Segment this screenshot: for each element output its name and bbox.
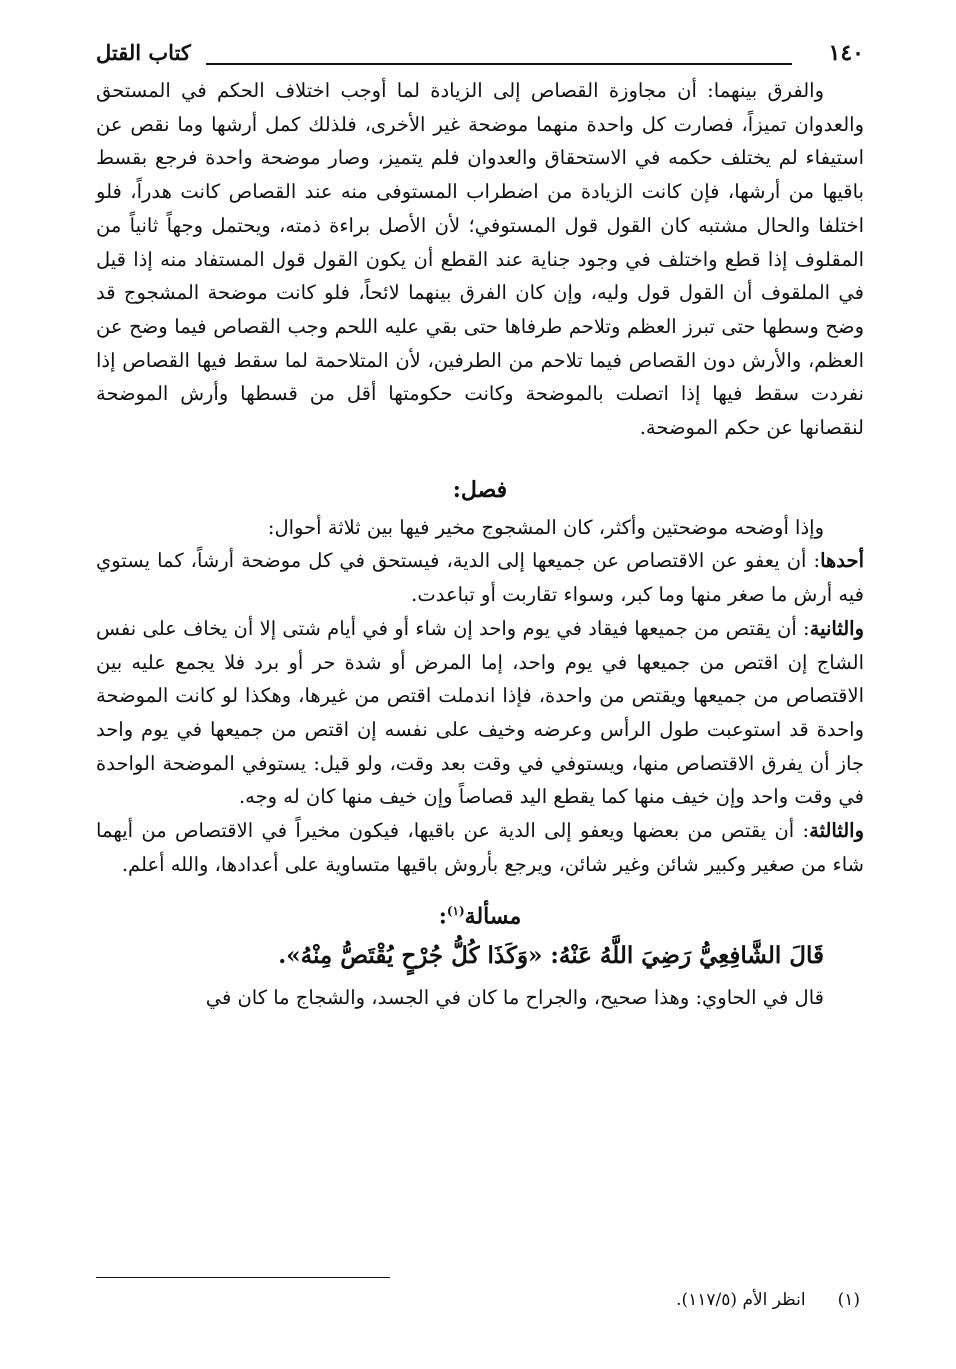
paragraph-3-text: : أن يعفو عن الاقتصاص عن جميعها إلى الدية، فيستحق في كل موضحة أرشاً، كما يستوي فيه أرش ما صغر منها وما كبر، وسواء تقاربت أو تباعدت. [96, 549, 864, 607]
footnote-number: (١) [837, 1290, 860, 1310]
page-header [96, 34, 864, 74]
footnote-text: انظر الأم (١١٧/٥). [676, 1290, 806, 1310]
footnote-reference[interactable]: (١) [446, 904, 465, 919]
paragraph-4-text: : أن يقتص من جميعها فيقاد في يوم واحد إن شاء أو في أيام شتى إلا أن يخاف على نفس الشاج إن اقتص من جميعها في يوم واحد، إما المرض أو شدة حر أو برد فلا يجمع عليه بين الاقتصاص من جميعها ويقتص من واحدة، فإذا اندملت اقتص من غيرها، وهكذا لو كانت الموضحة واحدة قد استوعبت طول الرأس وعرضه وخيف على نفسه إن اقتص من جميعها في يوم واحد جاز أن يفرق الاقتصاص منها، ويستوفي في وقت بعد وقت، ولو قيل: يستوفي الموضحة الواحدة في وقت واحد وإن خيف منها كما يقطع اليد قصاصاً وإن خيف منها كان له وجه. [96, 616, 864, 809]
header-rule [206, 63, 792, 65]
footnote [676, 1290, 860, 1310]
shafii-quote: قَالَ الشَّافِعِيُّ رَضِيَ اللَّهُ عَنْهُ: «وَكَذَا كُلُّ جُرْحٍ يُقْتَصُّ مِنْهُ». [278, 941, 824, 969]
masala-title: مسألة [464, 903, 522, 930]
paragraph-4 [96, 612, 864, 814]
paragraph-1: والفرق بينهما: أن مجاوزة القصاص إلى الزيادة لما أوجب اختلاف الحكم في المستحق والعدوان تميزاً، فصارت كل واحدة منهما موضحة غير الأخرى، فلذلك كمل أرشها وما نقص عن استيفاء لم يختلف حكمه في الاستحقاق والعدوان فلم يتميز، وصار موضحة واحدة فرجع بقسط باقيها من أرشها، فإن كانت الزيادة من اضطراب المستوفى منه عند القصاص كانت هدراً، فلو اختلفا والحال مشتبه كان القول قول المستوفي؛ لأن الأصل براءة ذمته، ويحتمل وجهاً ثانياً من المقلوف إذا قطع واختلف في وجود جناية عند القطع أن يكون القول قول المستفاد منه إذا قيل في الملقوف أن القول قول وليه، وإن كان الفرق بينهما لائحاً، فلو كانت موضحة المشجوج قد وضح وسطها حتى تبرز العظم وتلاحم طرفاها حتى بقي عليه اللحم وجب القصاص فيما وضح عن العظم، والأرش دون القصاص فيما تلاحم من الطرفين، لأن المتلاحمة لما سقط فيها القصاص إذا نفردت سقط فيها إذا اتصلت بالموضحة وكانت حكومتها أقل من قسطها وأرش الموضحة لنقصانها عن حكم الموضحة. [96, 79, 864, 440]
paragraph-5-lead: والثالثة [809, 819, 864, 843]
masala-colon: : [438, 903, 447, 930]
paragraph-3-lead: أحدها [820, 549, 864, 573]
running-title: كتاب القتل [96, 40, 191, 65]
paragraph-2: وإذا أوضحه موضحتين وأكثر، كان المشجوج مخير فيها بين ثلاثة أحوال: [267, 515, 824, 539]
document-page [96, 34, 864, 1015]
section-title: فصل: [452, 476, 508, 503]
paragraph-3 [96, 544, 864, 611]
paragraph-5-text: : أن يقتص من بعضها ويعفو إلى الدية عن باقيها، فيكون مخيراً في الاقتصاص من أيهما شاء من صغير وكبير شائن وغير شائن، ويرجع بأروش باقيها متساوية على أعدادها، والله أعلم. [96, 819, 864, 876]
paragraph-5 [96, 814, 864, 881]
footnote-rule [96, 1277, 390, 1278]
paragraph-4-lead: والثانية [809, 616, 864, 640]
paragraph-6: قال في الحاوي: وهذا صحيح، والجراح ما كان في الجسد، والشجاج ما كان في [205, 985, 824, 1009]
page-number: ١٤٠ [828, 40, 864, 66]
masala-heading [96, 893, 864, 934]
